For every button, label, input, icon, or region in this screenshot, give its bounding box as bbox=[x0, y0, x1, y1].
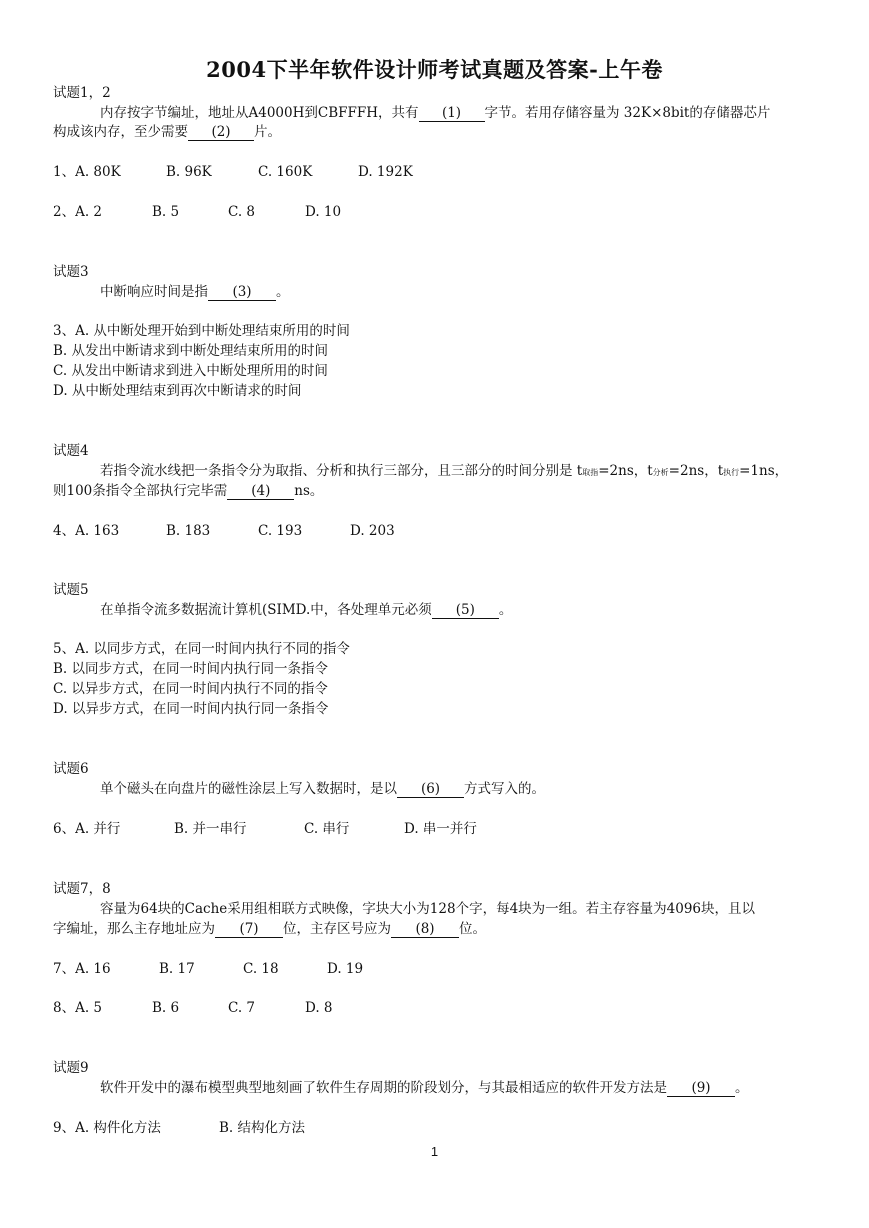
option-5d: D. 以异步方式，在同一时间内执行同一条指令 bbox=[53, 701, 329, 717]
option-1b: B. 96K bbox=[166, 164, 212, 180]
option-4d: D. 203 bbox=[350, 523, 395, 539]
stem-text: 若指令流水线把一条指令分为取指、分析和执行三部分，且三部分的时间分别是 t bbox=[100, 463, 583, 479]
options-q6 bbox=[53, 820, 477, 838]
option-3c: C. 从发出中断请求到进入中断处理所用的时间 bbox=[53, 363, 328, 379]
stem-text: 在单指令流多数据流计算机(SIMD.中，各处理单元必须 bbox=[100, 602, 432, 618]
option-1d: D. 192K bbox=[358, 164, 413, 180]
stem-text: 单个磁头在向盘片的磁性涂层上写入数据时，是以 bbox=[100, 781, 397, 797]
option-3b: B. 从发出中断请求到中断处理结束所用的时间 bbox=[53, 343, 329, 359]
question-stem-4 bbox=[100, 462, 788, 482]
stem-text: 软件开发中的瀑布模型典型地刻画了软件生存周期的阶段划分，与其最相适应的软件开发方法是 bbox=[100, 1080, 667, 1096]
stem-text: 内存按字节编址，地址从A4000H到CBFFFH，共有 bbox=[100, 105, 419, 121]
blank-9: (9) bbox=[667, 1081, 735, 1097]
subscript: 取指 bbox=[582, 468, 599, 477]
stem-text: 位，主存区号应为 bbox=[283, 921, 391, 937]
option-1c: C. 160K bbox=[258, 164, 313, 180]
question-stem-6 bbox=[100, 780, 545, 798]
stem-text: =2ns，t bbox=[598, 463, 653, 479]
option-8a: 8、A. 5 bbox=[53, 1000, 103, 1016]
question-stem-7: 容量为64块的Cache采用组相联方式映像，字块大小为128个字，每4块为一组。若主存容量为4096块，且以 bbox=[100, 901, 756, 917]
option-5a: 5、A. 以同步方式，在同一时间内执行不同的指令 bbox=[53, 641, 350, 657]
question-heading-6: 试题6 bbox=[53, 761, 89, 777]
question-heading-1-2: 试题1，2 bbox=[53, 85, 111, 101]
blank-2: (2) bbox=[188, 125, 254, 141]
stem-text: 构成该内存，至少需要 bbox=[53, 124, 188, 140]
option-6b: B. 并一串行 bbox=[174, 821, 247, 837]
stem-text: 。 bbox=[498, 602, 513, 618]
question-heading-3: 试题3 bbox=[53, 264, 89, 280]
stem-text: 。 bbox=[276, 284, 290, 300]
page-title: 2004下半年软件设计师考试真题及答案-上午卷 bbox=[206, 57, 663, 82]
subscript: 分析 bbox=[652, 468, 669, 477]
option-5c: C. 以异步方式，在同一时间内执行不同的指令 bbox=[53, 681, 328, 697]
option-4a: 4、A. 163 bbox=[53, 523, 120, 539]
options-q9 bbox=[53, 1119, 305, 1137]
blank-4: (4) bbox=[227, 484, 294, 500]
options-q7 bbox=[53, 960, 363, 978]
option-3d: D. 从中断处理结束到再次中断请求的时间 bbox=[53, 383, 302, 399]
question-stem-7-cont bbox=[53, 920, 486, 938]
option-7b: B. 17 bbox=[159, 961, 195, 977]
option-9a: 9、A. 构件化方法 bbox=[53, 1120, 161, 1136]
page-number: 1 bbox=[430, 1144, 439, 1159]
option-2a: 2、A. 2 bbox=[53, 204, 103, 220]
blank-5: (5) bbox=[432, 603, 499, 619]
stem-text: 。 bbox=[735, 1080, 749, 1096]
blank-8: (8) bbox=[391, 922, 459, 938]
option-5b: B. 以同步方式，在同一时间内执行同一条指令 bbox=[53, 661, 329, 677]
stem-text: 则100条指令全部执行完毕需 bbox=[53, 483, 228, 499]
stem-text: 字节。若用存储容量为 32K×8bit的存储器芯片 bbox=[484, 105, 771, 121]
option-8c: C. 7 bbox=[228, 1000, 256, 1016]
question-heading-9: 试题9 bbox=[53, 1060, 89, 1076]
stem-text: 方式写入的。 bbox=[464, 781, 545, 797]
stem-text: 中断响应时间是指 bbox=[100, 284, 208, 300]
blank-6: (6) bbox=[397, 782, 464, 798]
option-9b: B. 结构化方法 bbox=[219, 1120, 306, 1136]
option-8d: D. 8 bbox=[305, 1000, 333, 1016]
option-6d: D. 串一并行 bbox=[404, 821, 477, 837]
option-7a: 7、A. 16 bbox=[53, 961, 111, 977]
option-6a: 6、A. 并行 bbox=[53, 821, 121, 837]
option-2b: B. 5 bbox=[152, 204, 180, 220]
option-7d: D. 19 bbox=[327, 961, 364, 977]
stem-text: =1ns， bbox=[739, 463, 789, 479]
subscript: 执行 bbox=[723, 468, 740, 477]
options-q4 bbox=[53, 522, 395, 540]
stem-text: =2ns，t bbox=[668, 463, 724, 479]
options-q1 bbox=[53, 163, 413, 181]
blank-1: (1) bbox=[419, 106, 485, 122]
option-3a: 3、A. 从中断处理开始到中断处理结束所用的时间 bbox=[53, 323, 350, 339]
option-2c: C. 8 bbox=[228, 204, 256, 220]
question-heading-4: 试题4 bbox=[53, 443, 89, 459]
option-4c: C. 193 bbox=[258, 523, 303, 539]
stem-text: 片。 bbox=[254, 124, 281, 140]
stem-text: 位。 bbox=[459, 921, 486, 937]
question-heading-7-8: 试题7，8 bbox=[53, 881, 111, 897]
blank-7: (7) bbox=[215, 922, 283, 938]
option-2d: D. 10 bbox=[305, 204, 342, 220]
question-stem-1 bbox=[100, 104, 770, 122]
question-stem-9 bbox=[100, 1079, 749, 1097]
question-heading-5: 试题5 bbox=[53, 582, 89, 598]
blank-3: (3) bbox=[208, 285, 276, 301]
option-1a: 1、A. 80K bbox=[53, 164, 121, 180]
question-stem-1-cont bbox=[53, 123, 281, 141]
question-stem-4-cont bbox=[53, 482, 323, 500]
stem-text: ns。 bbox=[294, 483, 324, 499]
question-stem-3 bbox=[100, 283, 290, 301]
stem-text: 字编址，那么主存地址应为 bbox=[53, 921, 215, 937]
option-6c: C. 串行 bbox=[304, 821, 350, 837]
options-q2 bbox=[53, 203, 341, 221]
question-stem-5 bbox=[100, 601, 512, 619]
options-q8 bbox=[53, 999, 333, 1017]
option-8b: B. 6 bbox=[152, 1000, 180, 1016]
option-4b: B. 183 bbox=[166, 523, 211, 539]
option-7c: C. 18 bbox=[243, 961, 279, 977]
